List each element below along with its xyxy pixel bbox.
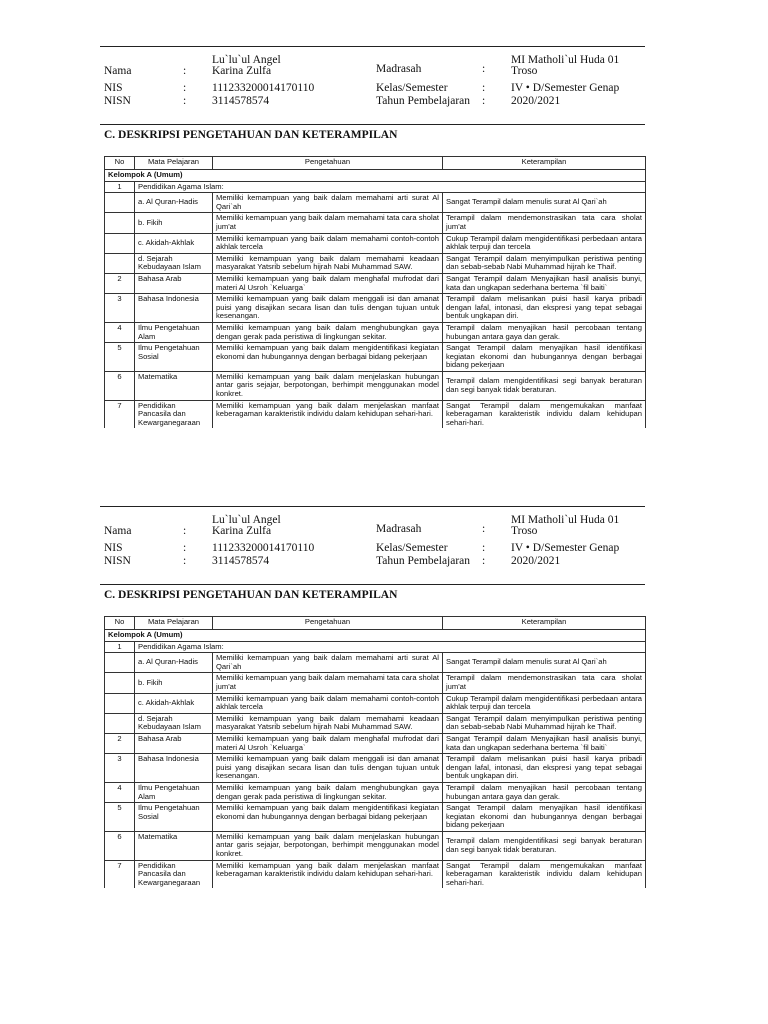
row-keterampilan: Terampil dalam mengidentifikasi segi banyak beraturan dan segi banyak tidak beraturan. [443, 831, 646, 860]
row-pengetahuan: Memiliki kemampuan yang baik dalam menjelaskan manfaat keberagaman karakteristik individu dalam kehidupan sehari-hari. [213, 400, 443, 428]
header-keterampilan: Keterampilan [443, 157, 646, 170]
report-section-2 [100, 506, 645, 887]
nisn-label: NISN [104, 555, 131, 567]
table-row [105, 693, 646, 713]
row-subject: a. Al Quran-Hadis [135, 193, 213, 213]
nisn-label: NISN [104, 95, 131, 107]
row-subject: Bahasa Indonesia [135, 294, 213, 323]
row-keterampilan: Sangat Terampil dalam mengemukakan manfaat keberagaman karakteristik individu dalam kehidupan sehari-hari. [443, 860, 646, 888]
row-subject: Matematika [135, 371, 213, 400]
row-no: 7 [105, 400, 135, 428]
row-keterampilan: Terampil dalam menyajikan hasil percobaan tentang hubungan antara gaya dan gerak. [443, 782, 646, 802]
nis-label: NIS [104, 82, 123, 94]
row-pengetahuan: Memiliki kemampuan yang baik dalam memahami contoh-contoh akhlak tercela [213, 693, 443, 713]
report-section-1 [100, 46, 645, 427]
group-label: Kelompok A (Umum) [105, 170, 646, 182]
kelas-value: IV • D/Semester Genap [511, 82, 620, 94]
header-subject: Mata Pelajaran [135, 617, 213, 630]
row-subject: Ilmu Pengetahuan Alam [135, 322, 213, 342]
student-name-line2: Karina Zulfa [212, 65, 272, 77]
kelas-label: Kelas/Semester [376, 542, 448, 554]
header-pengetahuan: Pengetahuan [213, 617, 443, 630]
row-no: 3 [105, 754, 135, 783]
row-pengetahuan: Memiliki kemampuan yang baik dalam memahami arti surat Al Qari`ah [213, 193, 443, 213]
header-no: No [105, 617, 135, 630]
nis-value: 111233200014170110 [212, 82, 315, 94]
group-row [105, 170, 646, 182]
row-keterampilan: Terampil dalam mendemonstrasikan tata cara sholat jum'at [443, 673, 646, 693]
row-no: 3 [105, 294, 135, 323]
row-keterampilan: Terampil dalam melisankan puisi hasil karya pribadi dengan lafal, intonasi, dan ekspresi yang tepat sebagai bentuk ungkapan diri. [443, 754, 646, 783]
row-subject: Ilmu Pengetahuan Sosial [135, 343, 213, 372]
row-keterampilan: Sangat Terampil dalam menyimpulkan peristiwa penting dan sebab-sebab Nabi Muhammad hijrah ke Thaif. [443, 253, 646, 273]
row-no: 6 [105, 371, 135, 400]
row-pengetahuan: Memiliki kemampuan yang baik dalam menghubungkan gaya dengan gerak pada peristiwa di lingkungan sekitar. [213, 782, 443, 802]
nisn-value: 3114578574 [212, 95, 270, 107]
row-keterampilan: Sangat Terampil dalam menyajikan hasil identifikasi kegiatan ekonomi dan hubungannya dengan berbagai bidang pekerjaan [443, 343, 646, 372]
row-subject: Pendidikan Pancasila dan Kewarganegaraan [135, 860, 213, 888]
row-pengetahuan: Memiliki kemampuan yang baik dalam mengidentifikasi kegiatan ekonomi dan hubungannya dengan berbagai bidang pekerjaan [213, 803, 443, 832]
colon: : [482, 542, 486, 554]
row-pengetahuan: Memiliki kemampuan yang baik dalam menghafal mufrodat dari materi Al Usroh `Keluarga` [213, 273, 443, 293]
row-subject: b. Fikih [135, 213, 213, 233]
table-row [105, 273, 646, 293]
tahun-label: Tahun Pembelajaran [376, 95, 471, 107]
row-keterampilan: Sangat Terampil dalam menulis surat Al Qari`ah [443, 653, 646, 673]
row-subject: Ilmu Pengetahuan Alam [135, 782, 213, 802]
header-keterampilan: Keterampilan [443, 617, 646, 630]
row-no: 1 [105, 641, 135, 653]
row-keterampilan: Sangat Terampil dalam menulis surat Al Qari`ah [443, 193, 646, 213]
table-row [105, 782, 646, 802]
table-row [105, 860, 646, 888]
row-subject: Bahasa Arab [135, 733, 213, 753]
row-subject: Pendidikan Agama Islam: [135, 181, 646, 193]
row-keterampilan: Terampil dalam melisankan puisi hasil karya pribadi dengan lafal, intonasi, dan ekspresi yang tepat sebagai bentuk ungkapan diri. [443, 294, 646, 323]
row-no: 2 [105, 733, 135, 753]
name-label: Nama [104, 525, 132, 537]
table-row [105, 294, 646, 323]
table-row [105, 400, 646, 428]
row-subject: Matematika [135, 831, 213, 860]
table-row [105, 213, 646, 233]
madrasah-label: Madrasah [376, 523, 422, 535]
row-no: 5 [105, 343, 135, 372]
tahun-value: 2020/2021 [511, 95, 561, 107]
madrasah-line2: Troso [511, 525, 538, 537]
student-name-line1: Lu`lu`ul Angel [212, 54, 281, 66]
nisn-value: 3114578574 [212, 555, 270, 567]
nis-label: NIS [104, 542, 123, 554]
tahun-label: Tahun Pembelajaran [376, 555, 471, 567]
row-no: 1 [105, 181, 135, 193]
row-no: 5 [105, 803, 135, 832]
table-row [105, 641, 646, 653]
kelas-label: Kelas/Semester [376, 82, 448, 94]
row-pengetahuan: Memiliki kemampuan yang baik dalam menggali isi dan amanat puisi yang disajikan secara lisan dan tulis dengan tujuan untuk kesenangan. [213, 294, 443, 323]
table-row [105, 233, 646, 253]
row-keterampilan: Cukup Terampil dalam mengidentifikasi perbedaan antara akhlak terpuji dan tercela [443, 693, 646, 713]
table-row [105, 193, 646, 213]
row-pengetahuan: Memiliki kemampuan yang baik dalam menjelaskan hubungan antar garis sejajar, berpotongan, berhimpit menggunakan model konkret. [213, 371, 443, 400]
header-pengetahuan: Pengetahuan [213, 157, 443, 170]
row-keterampilan: Sangat Terampil dalam menyimpulkan peristiwa penting dan sebab-sebab Nabi Muhammad hijrah ke Thaif. [443, 713, 646, 733]
row-keterampilan: Sangat Terampil dalam Menyajikan hasil analisis bunyi, kata dan ungkapan sederhana bertema `fil baiti` [443, 733, 646, 753]
row-subject: c. Akidah-Akhlak [135, 693, 213, 713]
colon: : [183, 555, 187, 567]
table-row [105, 371, 646, 400]
madrasah-line1: MI Matholi`ul Huda 01 [511, 514, 620, 526]
row-no: 4 [105, 322, 135, 342]
row-subject: Ilmu Pengetahuan Sosial [135, 803, 213, 832]
row-pengetahuan: Memiliki kemampuan yang baik dalam menjelaskan hubungan antar garis sejajar, berpotongan, berhimpit menggunakan model konkret. [213, 831, 443, 860]
row-pengetahuan: Memiliki kemampuan yang baik dalam menghafal mufrodat dari materi Al Usroh `Keluarga` [213, 733, 443, 753]
colon: : [482, 555, 486, 567]
row-pengetahuan: Memiliki kemampuan yang baik dalam menggali isi dan amanat puisi yang disajikan secara lisan dan tulis dengan tujuan untuk kesenangan. [213, 754, 443, 783]
madrasah-label: Madrasah [376, 63, 422, 75]
row-subject: Pendidikan Agama Islam: [135, 641, 646, 653]
colon: : [183, 542, 187, 554]
row-pengetahuan: Memiliki kemampuan yang baik dalam memahami arti surat Al Qari`ah [213, 653, 443, 673]
row-pengetahuan: Memiliki kemampuan yang baik dalam memahami contoh-contoh akhlak tercela [213, 233, 443, 253]
colon: : [482, 523, 486, 535]
table-row [105, 733, 646, 753]
madrasah-line2: Troso [511, 65, 538, 77]
tahun-value: 2020/2021 [511, 555, 561, 567]
table-row [105, 653, 646, 673]
table-row [105, 343, 646, 372]
group-row [105, 630, 646, 642]
student-info-block [100, 506, 645, 585]
row-subject: b. Fikih [135, 673, 213, 693]
colon: : [183, 82, 187, 94]
row-subject: Pendidikan Pancasila dan Kewarganegaraan [135, 400, 213, 428]
row-subject: d. Sejarah Kebudayaan Islam [135, 253, 213, 273]
row-pengetahuan: Memiliki kemampuan yang baik dalam memahami tata cara sholat jum'at [213, 673, 443, 693]
colon: : [183, 95, 187, 107]
name-label: Nama [104, 65, 132, 77]
section-title: C. DESKRIPSI PENGETAHUAN DAN KETERAMPILAN [104, 129, 398, 141]
row-keterampilan: Sangat Terampil dalam menyajikan hasil identifikasi kegiatan ekonomi dan hubungannya dengan berbagai bidang pekerjaan [443, 803, 646, 832]
grades-table [104, 616, 646, 888]
table-row [105, 181, 646, 193]
student-name-line1: Lu`lu`ul Angel [212, 514, 281, 526]
row-subject: a. Al Quran-Hadis [135, 653, 213, 673]
row-no: 2 [105, 273, 135, 293]
row-pengetahuan: Memiliki kemampuan yang baik dalam memahami tata cara sholat jum'at [213, 213, 443, 233]
row-subject: c. Akidah-Akhlak [135, 233, 213, 253]
row-keterampilan: Sangat Terampil dalam Menyajikan hasil analisis bunyi, kata dan ungkapan sederhana bertema `fil baiti` [443, 273, 646, 293]
row-subject: Bahasa Arab [135, 273, 213, 293]
group-label: Kelompok A (Umum) [105, 630, 646, 642]
table-row [105, 754, 646, 783]
table-row [105, 253, 646, 273]
nis-value: 111233200014170110 [212, 542, 315, 554]
table-row [105, 803, 646, 832]
row-keterampilan: Cukup Terampil dalam mengidentifikasi perbedaan antara akhlak terpuji dan tercela [443, 233, 646, 253]
row-no: 6 [105, 831, 135, 860]
header-no: No [105, 157, 135, 170]
row-pengetahuan: Memiliki kemampuan yang baik dalam memahami keadaan masyarakat Yatsrib sebelum hijrah Nabi Muhammad SAW. [213, 253, 443, 273]
grades-table [104, 156, 646, 428]
section-title: C. DESKRIPSI PENGETAHUAN DAN KETERAMPILAN [104, 589, 398, 601]
colon: : [183, 525, 187, 537]
madrasah-line1: MI Matholi`ul Huda 01 [511, 54, 620, 66]
header-subject: Mata Pelajaran [135, 157, 213, 170]
table-header-row [105, 157, 646, 170]
table-row [105, 831, 646, 860]
row-subject: Bahasa Indonesia [135, 754, 213, 783]
colon: : [183, 65, 187, 77]
colon: : [482, 82, 486, 94]
row-keterampilan: Terampil dalam mendemonstrasikan tata cara sholat jum'at [443, 213, 646, 233]
row-keterampilan: Sangat Terampil dalam mengemukakan manfaat keberagaman karakteristik individu dalam kehidupan sehari-hari. [443, 400, 646, 428]
table-row [105, 322, 646, 342]
kelas-value: IV • D/Semester Genap [511, 542, 620, 554]
colon: : [482, 95, 486, 107]
table-header-row [105, 617, 646, 630]
table-row [105, 673, 646, 693]
row-pengetahuan: Memiliki kemampuan yang baik dalam menghubungkan gaya dengan gerak pada peristiwa di lingkungan sekitar. [213, 322, 443, 342]
row-pengetahuan: Memiliki kemampuan yang baik dalam menjelaskan manfaat keberagaman karakteristik individu dalam kehidupan sehari-hari. [213, 860, 443, 888]
row-subject: d. Sejarah Kebudayaan Islam [135, 713, 213, 733]
table-row [105, 713, 646, 733]
row-keterampilan: Terampil dalam menyajikan hasil percobaan tentang hubungan antara gaya dan gerak. [443, 322, 646, 342]
row-keterampilan: Terampil dalam mengidentifikasi segi banyak beraturan dan segi banyak tidak beraturan. [443, 371, 646, 400]
row-pengetahuan: Memiliki kemampuan yang baik dalam mengidentifikasi kegiatan ekonomi dan hubungannya dengan berbagai bidang pekerjaan [213, 343, 443, 372]
colon: : [482, 63, 486, 75]
row-no: 7 [105, 860, 135, 888]
student-info-block [100, 46, 645, 125]
student-name-line2: Karina Zulfa [212, 525, 272, 537]
row-pengetahuan: Memiliki kemampuan yang baik dalam memahami keadaan masyarakat Yatsrib sebelum hijrah Nabi Muhammad SAW. [213, 713, 443, 733]
row-no: 4 [105, 782, 135, 802]
